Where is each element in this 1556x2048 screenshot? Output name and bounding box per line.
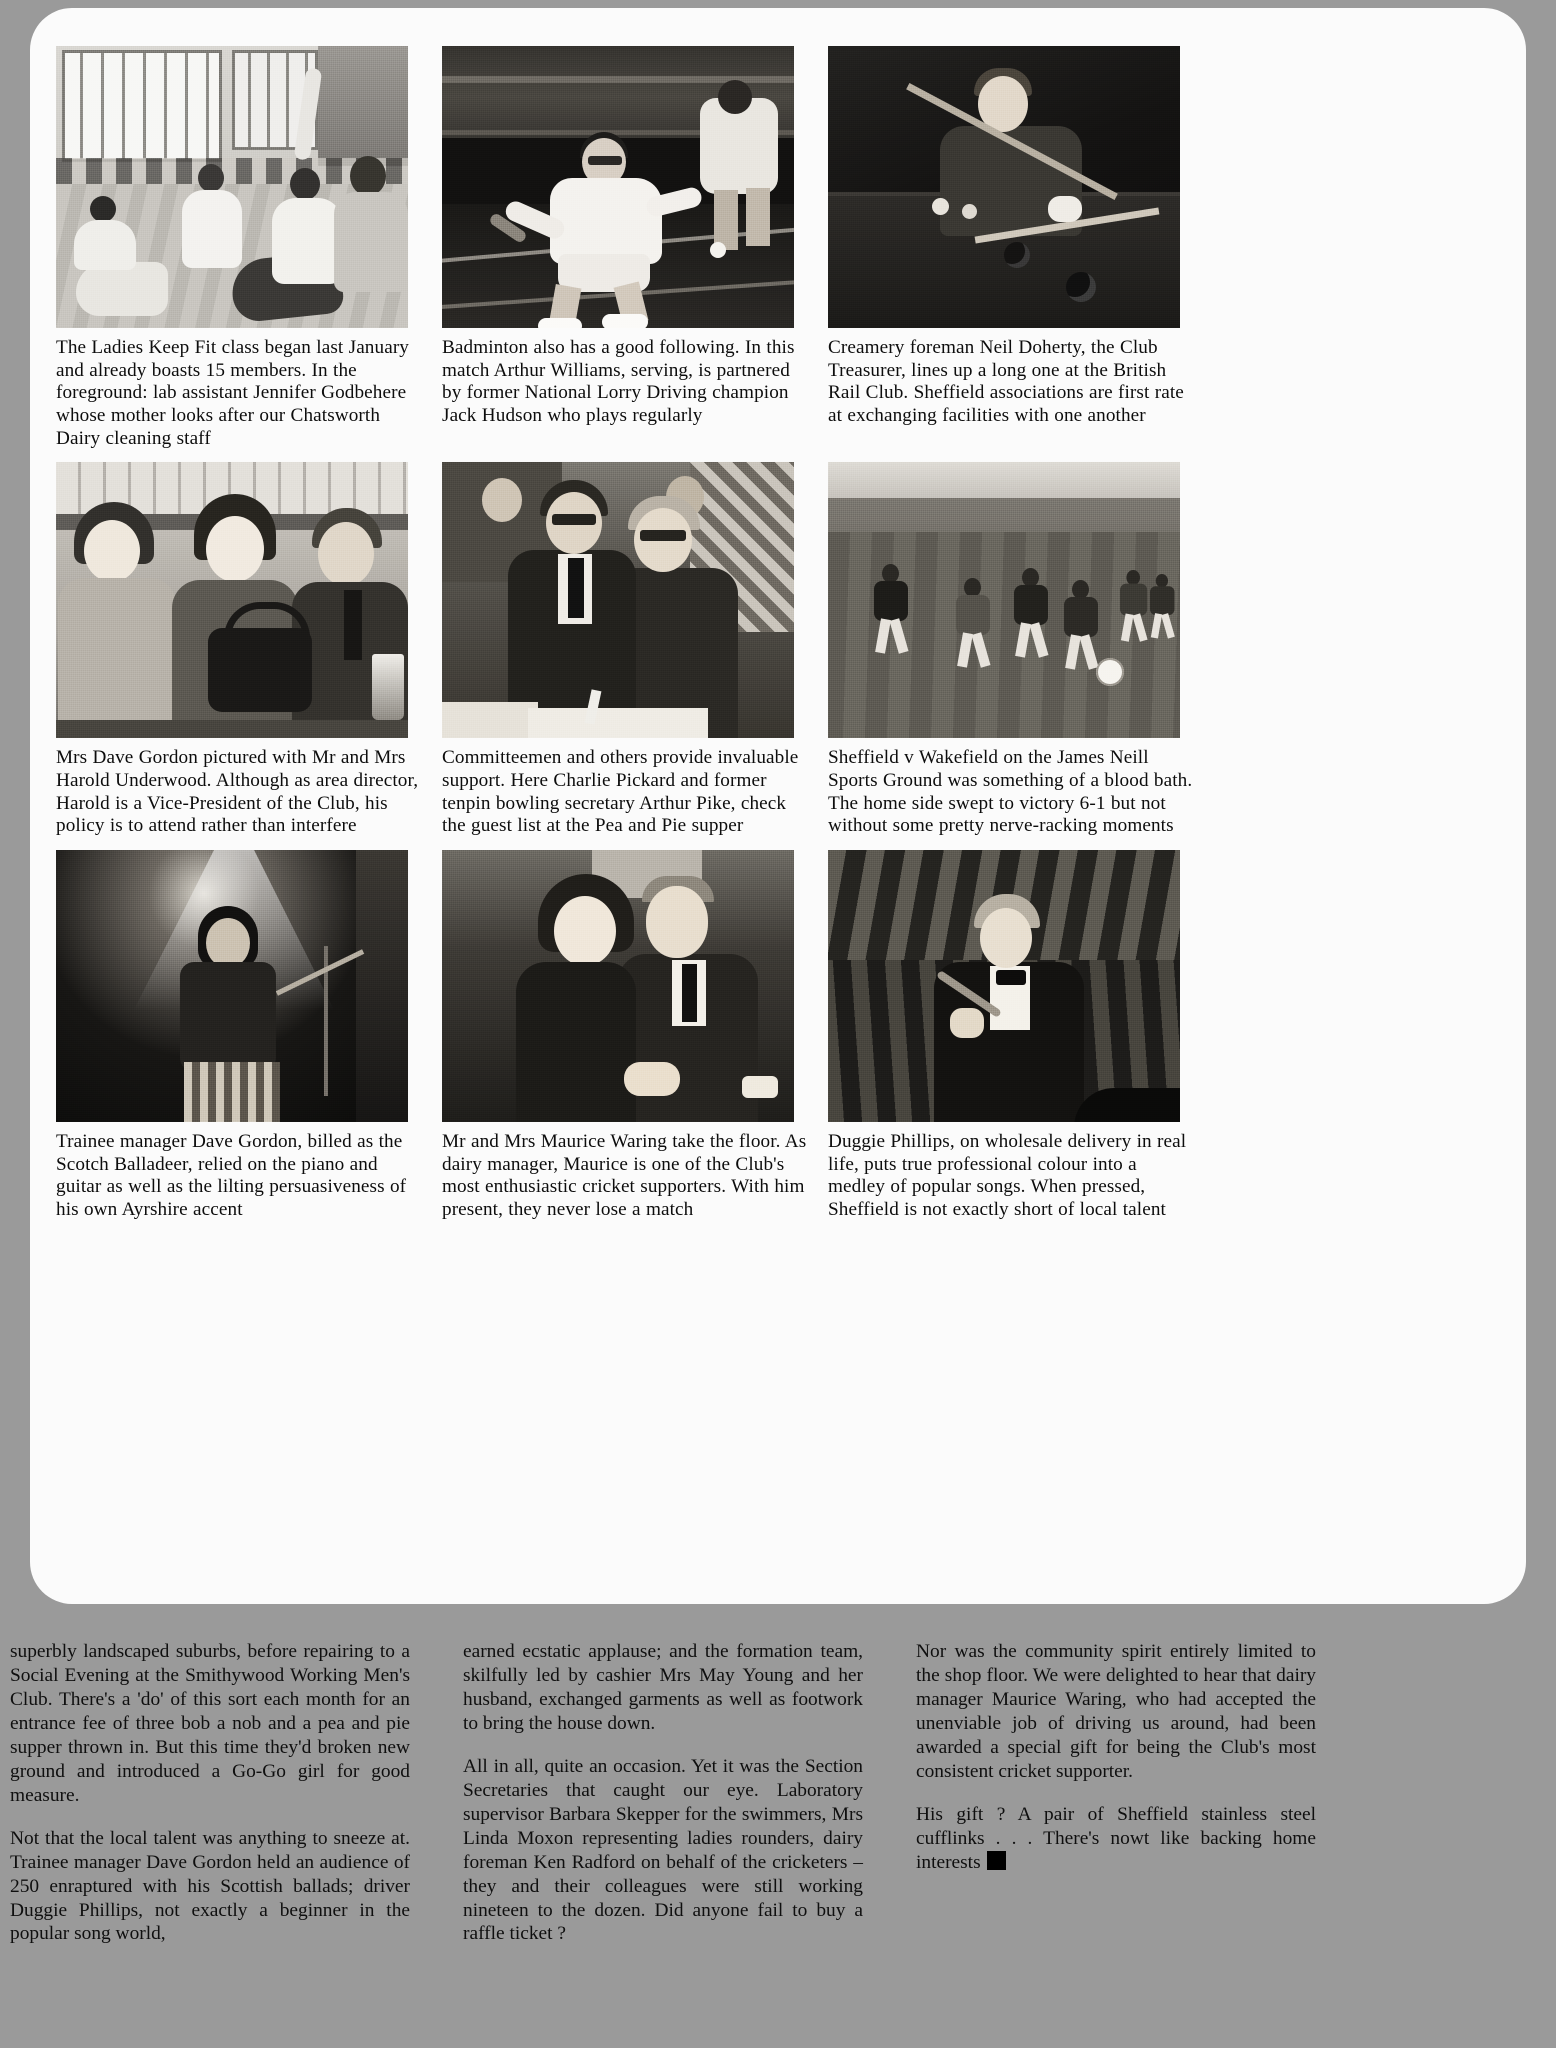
article-paragraph: Not that the local talent was anything to sneeze at. Trainee manager Dave Gordon held an audience of 250 enraptured with his Scottish ballads; driver Duggie Phillips, not exactly a beginner in the popular song world, — [10, 1827, 410, 1945]
article-text-block — [0, 1622, 1556, 2048]
photo-caption: Committeemen and others provide invaluable support. Here Charlie Pickard and former tenpin bowling secretary Arthur Pike, check the guest list at the Pea and Pie supper — [442, 747, 799, 837]
photo-waring-couple-dancing — [442, 850, 794, 1122]
article-paragraph: earned ecstatic applause; and the formation team, skilfully led by cashier Mrs May Young and her husband, exchanged garments as well as footwork to bring the house down. — [463, 1641, 863, 1734]
photo-cell-scotch-balladeer — [56, 850, 436, 1222]
photo-committeemen-guest-list — [442, 462, 794, 738]
article-column-3 — [916, 1640, 1316, 1946]
photo-row — [44, 850, 1512, 1222]
photo-cell-billiards-long-shot — [828, 46, 1208, 450]
photo-caption: Sheffield v Wakefield on the James Neill Sports Ground was something of a blood bath. The home side swept to victory 6-1 but not without some pretty nerve-racking moments — [828, 747, 1193, 837]
photo-football-match — [828, 462, 1180, 738]
photo-scotch-balladeer — [56, 850, 408, 1122]
photo-row — [44, 462, 1512, 838]
photo-cell-ladies-keep-fit — [56, 46, 436, 450]
photo-caption: Duggie Phillips, on wholesale delivery in real life, puts true professional colour into a medley of popular songs. When pressed, Sheffield is not exactly short of local talent — [828, 1130, 1187, 1220]
photo-row — [44, 46, 1512, 450]
photo-cell-waring-couple-dancing — [442, 850, 822, 1222]
article-column-2 — [463, 1640, 863, 1946]
photo-cell-badminton-match — [442, 46, 822, 450]
end-of-article-mark — [987, 1851, 1006, 1870]
article-paragraph-final — [916, 1803, 1316, 1875]
article-paragraph: superbly landscaped suburbs, before repairing to a Social Evening at the Smithywood Working Men's Club. There's a 'do' of this sort each month for an entrance fee of three bob a nob and a pea and pie supper thrown in. But this time they'd broken new ground and introduced a Go-Go girl for good measure. — [10, 1641, 410, 1806]
photo-panel — [30, 8, 1526, 1604]
photo-cell-football-match — [828, 462, 1208, 838]
photo-cell-lounge-group — [56, 462, 436, 838]
article-paragraph: All in all, quite an occasion. Yet it was the Section Secretaries that caught our eye. Laboratory supervisor Barbara Skepper for the swimmers, Mrs Linda Moxon representing ladies rounders, dairy foreman Ken Radford on behalf of the cricketers – they and their colleagues were still working nineteen to the dozen. Did anyone fail to buy a raffle ticket ? — [463, 1755, 863, 1945]
photo-grid — [44, 46, 1512, 1222]
photo-lounge-group — [56, 462, 408, 738]
article-paragraph-text: His gift ? A pair of Sheffield stainless steel cufflinks . . . There's nowt like backing home interests — [916, 1803, 1316, 1873]
photo-caption: Trainee manager Dave Gordon, billed as the Scotch Balladeer, relied on the piano and guitar as well as the lilting persuasiveness of his own Ayrshire accent — [56, 1130, 407, 1220]
photo-badminton-match — [442, 46, 794, 328]
article-paragraph: Nor was the community spirit entirely limited to the shop floor. We were delighted to hear that dairy manager Maurice Waring, who had accepted the unenviable job of driving us around, had been awarded a special gift for being the Club's most consistent cricket supporter. — [916, 1641, 1316, 1782]
photo-cell-duggie-phillips-singing — [828, 850, 1208, 1222]
article-column-1 — [10, 1640, 410, 1946]
photo-caption: Badminton also has a good following. In this match Arthur Williams, serving, is partnered by former National Lorry Driving champion Jack Hudson who plays regularly — [442, 337, 795, 426]
photo-duggie-phillips-singing — [828, 850, 1180, 1122]
photo-caption: Mrs Dave Gordon pictured with Mr and Mrs Harold Underwood. Although as area director, Harold is a Vice-President of the Club, his policy is to attend rather than interfere — [56, 747, 419, 837]
photo-cell-committeemen-guest-list — [442, 462, 822, 838]
photo-caption: Mr and Mrs Maurice Waring take the floor. As dairy manager, Maurice is one of the Club's most enthusiastic cricket supporters. With him present, they never lose a match — [442, 1130, 807, 1220]
photo-ladies-keep-fit — [56, 46, 408, 328]
photo-billiards-long-shot — [828, 46, 1180, 328]
photo-caption: Creamery foreman Neil Doherty, the Club Treasurer, lines up a long one at the British Rail Club. Sheffield associations are first rate at exchanging facilities with one another — [828, 337, 1184, 426]
article-columns — [10, 1640, 1550, 1946]
photo-caption: The Ladies Keep Fit class began last January and already boasts 15 members. In the foreground: lab assistant Jennifer Godbehere whose mother looks after our Chatsworth Dairy cleaning staff — [56, 337, 409, 449]
